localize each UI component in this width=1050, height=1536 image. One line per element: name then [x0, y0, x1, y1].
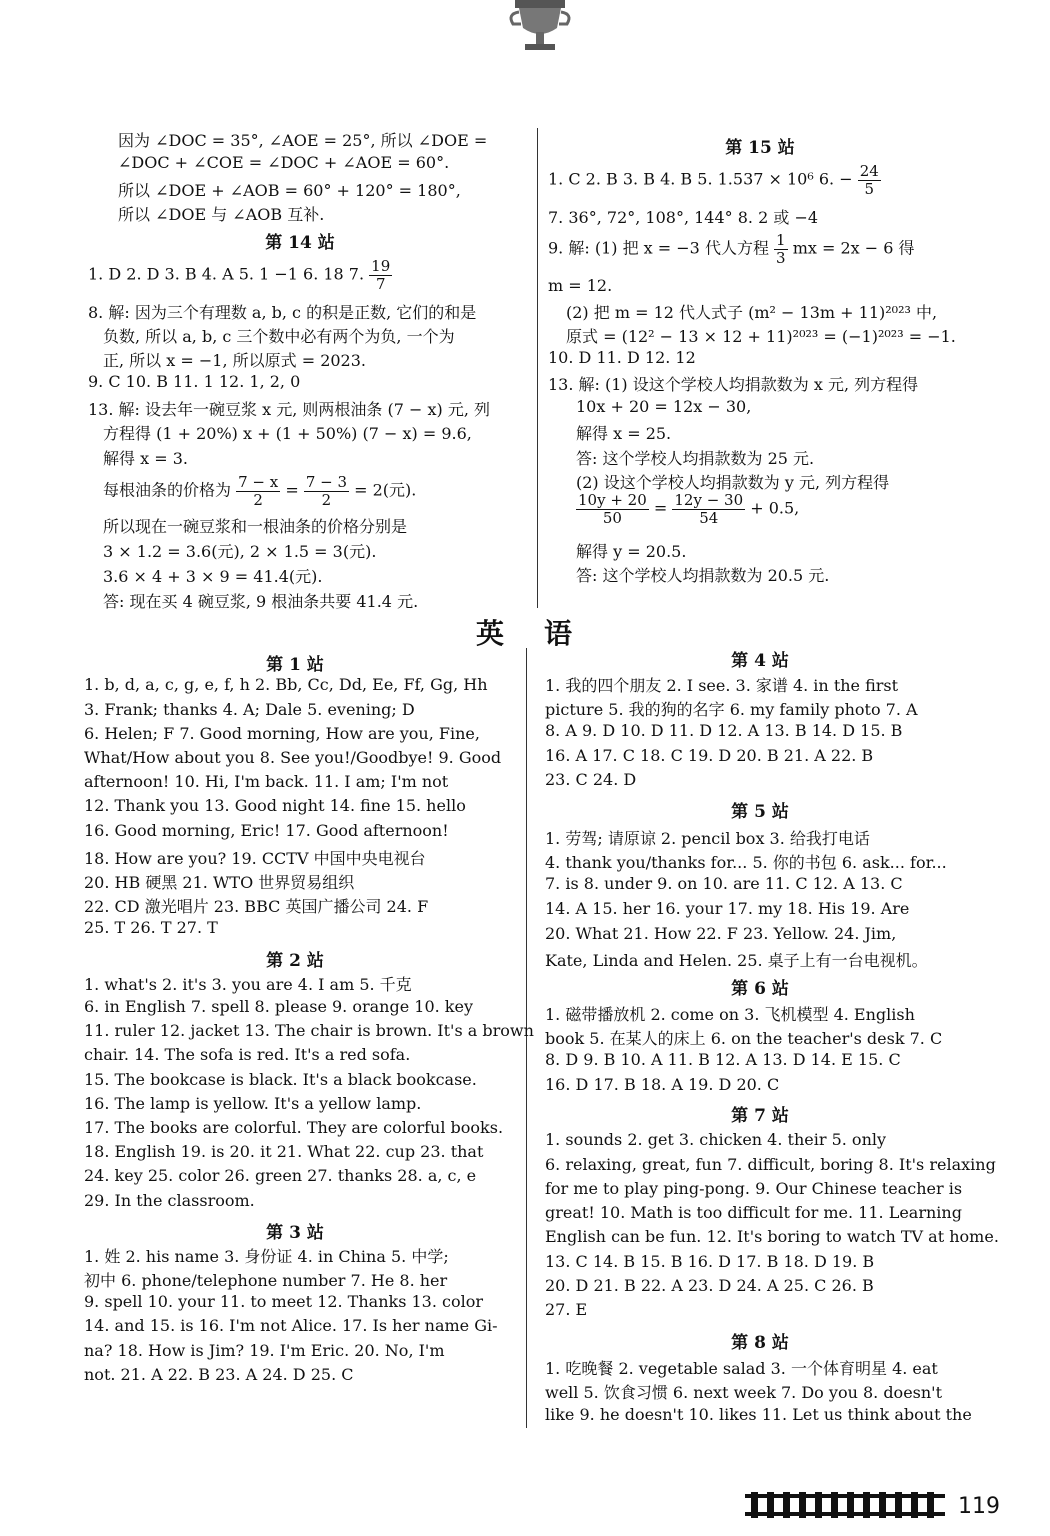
answer-line: 4. thank you/thanks for... 5. 你的书包 6. ask... for... [545, 853, 947, 872]
answer-line: 18. How are you? 19. CCTV 中国中央电视台 [84, 849, 426, 868]
answer-line: 12. Thank you 13. Good night 14. fine 15. hello [84, 796, 466, 815]
answer-line: 29. In the classroom. [84, 1191, 255, 1210]
answer-line: picture 5. 我的狗的名字 6. my family photo 7. A [545, 700, 918, 719]
math-line: 3 × 1.2 = 3.6(元), 2 × 1.5 = 3(元). [103, 542, 377, 561]
railway-strip-icon [745, 1488, 945, 1522]
answer-line: English can be fun. 12. It's boring to watch TV at home. [545, 1227, 999, 1246]
answer-line: 22. CD 激光唱片 23. BBC 英国广播公司 24. F [84, 897, 429, 916]
station-14-answers [88, 258, 392, 292]
answer-line: chair. 14. The sofa is red. It's a red sofa. [84, 1045, 411, 1064]
answer-line: 1. 吃晚餐 2. vegetable salad 3. 一个体育明星 4. eat [545, 1359, 938, 1378]
page-number: 119 [958, 1494, 1000, 1519]
math-line: 负数, 所以 a, b, c 三个数中必有两个为负, 一个为 [103, 327, 455, 346]
math-line: (2) 把 m = 12 代人式子 (m² − 13m + 11)²⁰²³ 中, [566, 303, 938, 322]
answer-line: afternoon! 10. Hi, I'm back. 11. I am; I'm not [84, 772, 449, 791]
answer-line: 20. What 21. How 22. F 23. Yellow. 24. Jim, [545, 924, 897, 943]
math-line: 因为 ∠DOC = 35°, ∠AOE = 25°, 所以 ∠DOE = [118, 131, 488, 150]
answer-line: for me to play ping-pong. 9. Our Chinese teacher is [545, 1179, 963, 1198]
station-7-title: 第 7 站 [731, 1106, 789, 1126]
answer-line: 24. key 25. color 26. green 27. thanks 28. a, c, e [84, 1166, 477, 1185]
answer-line: 1. b, d, a, c, g, e, f, h 2. Bb, Cc, Dd, Ee, Ff, Gg, Hh [84, 675, 488, 694]
answer-line: 3. Frank; thanks 4. A; Dale 5. evening; D [84, 700, 415, 719]
math-line: 解得 x = 3. [103, 449, 188, 468]
answer-line: 16. D 17. B 18. A 19. D 20. C [545, 1075, 780, 1094]
station-4-title: 第 4 站 [731, 651, 789, 671]
math-line: 13. 解: (1) 设这个学校人均捐款数为 x 元, 列方程得 [548, 375, 919, 394]
math-line: m = 12. [548, 276, 613, 295]
answer-line: 16. A 17. C 18. C 19. D 20. B 21. A 22. B [545, 746, 874, 765]
answer-line: great! 10. Math is too difficult for me. 11. Learning [545, 1203, 962, 1222]
answer-line: 1. what's 2. it's 3. you are 4. I am 5. 千克 [84, 975, 412, 994]
station-3-title: 第 3 站 [266, 1223, 324, 1243]
fraction: $\frac{1}{3}$ [776, 231, 786, 267]
math-line: 答: 现在买 4 碗豆浆, 9 根油条共要 41.4 元. [103, 592, 419, 611]
math-line: 10. D 11. D 12. 12 [548, 348, 696, 367]
answer-line: 9. spell 10. your 11. to meet 12. Thanks 13. color [84, 1292, 484, 1311]
fraction: $\frac{10y + 20}{50}$ [578, 491, 647, 527]
price-equation: 每根油条的价格为 $\frac{7 - x}{2}$ = $\frac{7 - 3}{2}$ = 2(元). [103, 473, 417, 509]
answer-line: book 5. 在某人的床上 6. on the teacher's desk 7. C [545, 1029, 943, 1048]
math-line: 原式 = (12² − 13 × 12 + 11)²⁰²³ = (−1)²⁰²³ = −1. [566, 327, 956, 346]
math-line: 10x + 20 = 12x − 30, [576, 397, 752, 416]
answer-line: 1. 劳驾; 请原谅 2. pencil box 3. 给我打电话 [545, 829, 870, 848]
math-line: 所以 ∠DOE + ∠AOB = 60° + 120° = 180°, [118, 181, 461, 200]
math-line: 7. 36°, 72°, 108°, 144° 8. 2 或 −4 [548, 208, 819, 227]
answer-line: 18. English 19. is 20. it 21. What 22. cup 23. that [84, 1142, 484, 1161]
station-5-title: 第 5 站 [731, 802, 789, 822]
answer-line: 13. C 14. B 15. B 16. D 17. B 18. D 19. B [545, 1252, 875, 1271]
answer-line: 14. A 15. her 16. your 17. my 18. His 19. Are [545, 899, 910, 918]
math-line: 9. C 10. B 11. 1 12. 1, 2, 0 [88, 372, 301, 391]
answer-line: 初中 6. phone/telephone number 7. He 8. her [84, 1271, 448, 1290]
answer-line: 6. relaxing, great, fun 7. difficult, boring 8. It's relaxing [545, 1155, 996, 1174]
answer-line: 20. D 21. B 22. A 23. D 24. A 25. C 26. B [545, 1276, 874, 1295]
answer-line: 16. Good morning, Eric! 17. Good afternoon! [84, 821, 449, 840]
math-line: ∠DOC + ∠COE = ∠DOC + ∠AOE = 60°. [118, 153, 450, 172]
answer-line: 8. A 9. D 10. D 11. D 12. A 13. B 14. D 15. B [545, 721, 903, 740]
answer-line: na? 18. How is Jim? 19. I'm Eric. 20. No, I'm [84, 1341, 445, 1360]
math-line: 答: 这个学校人均捐款数为 20.5 元. [576, 566, 830, 585]
math-line: 方程得 (1 + 20%) x + (1 + 50%) (7 − x) = 9.6, [103, 424, 472, 443]
answer-line: 17. The books are colorful. They are colorful books. [84, 1118, 504, 1137]
math-line: (2) 设这个学校人均捐款数为 y 元, 列方程得 [576, 473, 890, 492]
answer-line: 8. D 9. B 10. A 11. B 12. A 13. D 14. E 15. C [545, 1050, 901, 1069]
trophy-icon [505, 0, 575, 58]
station-6-title: 第 6 站 [731, 979, 789, 999]
answer-line: 11. ruler 12. jacket 13. The chair is brown. It's a brown [84, 1021, 534, 1040]
fraction: $\frac{7 - x}{2}$ [238, 473, 279, 509]
station-1-title: 第 1 站 [266, 655, 324, 675]
answer-line: 7. is 8. under 9. on 10. are 11. C 12. A 13. C [545, 874, 903, 893]
answer-line: Kate, Linda and Helen. 25. 桌子上有一台电视机。 [545, 951, 928, 970]
station-14-title: 第 14 站 [265, 233, 335, 253]
answer-line: 14. and 15. is 16. I'm not Alice. 17. Is her name Gi- [84, 1316, 498, 1335]
answer-line: 16. The lamp is yellow. It's a yellow lamp. [84, 1094, 422, 1113]
answer-line: not. 21. A 22. B 23. A 24. D 25. C [84, 1365, 354, 1384]
answer-line: 20. HB 硬黑 21. WTO 世界贸易组织 [84, 873, 355, 892]
answer-line: 6. in English 7. spell 8. please 9. orange 10. key [84, 997, 474, 1016]
answer-line: 1. sounds 2. get 3. chicken 4. their 5. only [545, 1130, 887, 1149]
answer-line: 1. 磁带播放机 2. come on 3. 飞机模型 4. English [545, 1005, 915, 1024]
math-line: 3.6 × 4 + 3 × 9 = 41.4(元). [103, 567, 323, 586]
math-line: 正, 所以 x = −1, 所以原式 = 2023. [103, 351, 367, 370]
station-8-title: 第 8 站 [731, 1333, 789, 1353]
answer-line: 1. 姓 2. his name 3. 身份证 4. in China 5. 中学; [84, 1247, 449, 1266]
answer-line: What/How about you 8. See you!/Goodbye! 9. Good [84, 748, 502, 767]
math-line: 13. 解: 设去年一碗豆浆 x 元, 则两根油条 (7 − x) 元, 列 [88, 400, 490, 419]
column-divider [537, 128, 538, 608]
answer-line: 27. E [545, 1300, 588, 1319]
answer-line: 6. Helen; F 7. Good morning, How are you, Fine, [84, 724, 480, 743]
fraction: $\frac{24}{5}$ [859, 162, 879, 198]
answer-line: 25. T 26. T 27. T [84, 918, 218, 937]
math-line: 答: 这个学校人均捐款数为 25 元. [576, 449, 815, 468]
fraction: $\frac{7 - 3}{2}$ [305, 473, 348, 509]
math-line: 9. 解: (1) 把 x = −3 代人方程 $\frac{1}{3}$ mx = 2x − 6 得 [548, 231, 915, 267]
answer-line: well 5. 饮食习惯 6. next week 7. Do you 8. doesn't [545, 1383, 943, 1402]
answer-line: like 9. he doesn't 10. likes 11. Let us think about the [545, 1405, 972, 1424]
math-line: 所以现在一碗豆浆和一根油条的价格分别是 [103, 517, 408, 536]
station-15-answers: 1. C 2. B 3. B 4. B 5. 1.537 × 10⁶ 6. − $\frac{24}{5}$ [548, 162, 879, 198]
answer-line: 15. The bookcase is black. It's a black bookcase. [84, 1070, 477, 1089]
answer-line: 1. 我的四个朋友 2. I see. 3. 家谱 4. in the first [545, 676, 899, 695]
fraction: $\frac{12y - 30}{54}$ [674, 491, 744, 527]
section-title-english: 英语 [476, 617, 613, 650]
math-line: 8. 解: 因为三个有理数 a, b, c 的积是正数, 它们的和是 [88, 303, 477, 322]
station-15-title: 第 15 站 [725, 138, 795, 158]
answers-text: 1. D 2. D 3. B 4. A 5. 1 −1 6. 18 7. [88, 264, 365, 284]
equation: $\frac{10y + 20}{50}$ = $\frac{12y - 30}{54}$ + 0.5, [578, 491, 800, 527]
math-line: 解得 x = 25. [576, 424, 672, 443]
math-line: 所以 ∠DOE 与 ∠AOB 互补. [118, 205, 325, 224]
station-2-title: 第 2 站 [266, 951, 324, 971]
answer-line: 23. C 24. D [545, 770, 637, 789]
fraction: $\frac{19}{7}$ [371, 257, 391, 293]
math-line: 解得 y = 20.5. [576, 542, 687, 561]
